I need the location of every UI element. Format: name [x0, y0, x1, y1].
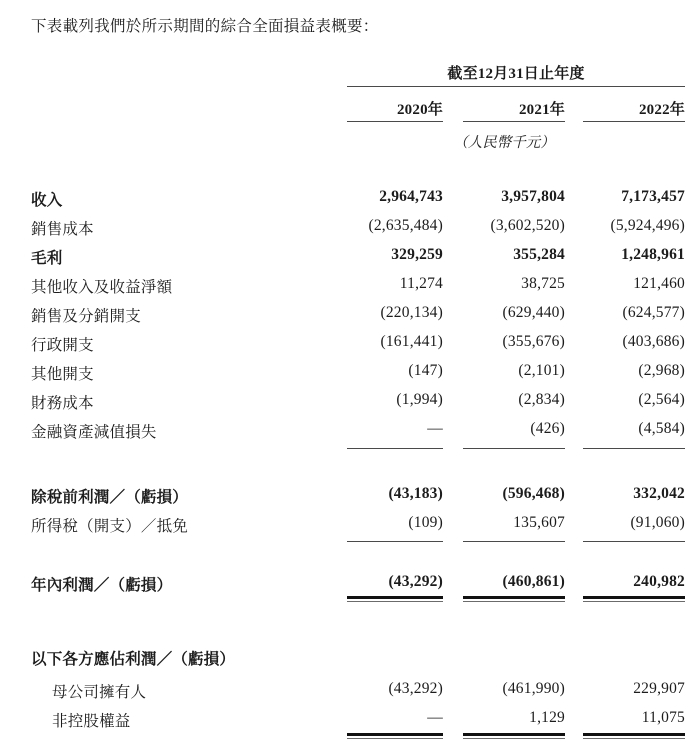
group-header-rule [347, 86, 685, 87]
row-label-profit-for-year: 年內利潤／（虧損） [31, 577, 173, 594]
bottom-double-rule-lower-2020 [347, 738, 443, 739]
cell-profit-for-year-2022: 240,982 [633, 573, 685, 590]
row-label-non-controlling: 非控股權益 [52, 713, 131, 730]
cell-cost-of-sales-2021: (3,602,520) [490, 217, 565, 234]
cell-selling-distribution-2021: (629,440) [502, 304, 565, 321]
row-label-owners-of-parent: 母公司擁有人 [52, 684, 147, 701]
cell-profit-before-tax-2020: (43,183) [388, 485, 443, 502]
row-label-revenue: 收入 [31, 192, 63, 209]
cell-owners-of-parent-2022: 229,907 [633, 680, 685, 697]
double-rule-upper-2022 [583, 596, 685, 599]
intro-paragraph: 下表載列我們於所示期間的綜合全面損益表概要： [31, 18, 379, 35]
column-header-2021: 2021年 [518, 102, 565, 118]
total-rule-top-2022 [583, 541, 685, 542]
double-rule-upper-2020 [347, 596, 443, 599]
double-rule-lower-2020 [347, 601, 443, 602]
cell-other-income-2020: 11,274 [399, 275, 443, 292]
cell-income-tax-2020: (109) [408, 514, 443, 531]
column-header-2022: 2022年 [638, 102, 685, 118]
cell-income-tax-2021: 135,607 [513, 514, 565, 531]
cell-cost-of-sales-2020: (2,635,484) [368, 217, 443, 234]
double-rule-upper-2021 [463, 596, 565, 599]
cell-selling-distribution-2020: (220,134) [380, 304, 443, 321]
cell-impairment-loss-2021: (426) [530, 420, 565, 437]
row-label-other-expenses: 其他開支 [31, 366, 94, 383]
cell-revenue-2022: 7,173,457 [621, 188, 685, 205]
cell-other-income-2022: 121,460 [633, 275, 685, 292]
double-rule-lower-2021 [463, 601, 565, 602]
total-rule-top-2021 [463, 541, 565, 542]
row-label-profit-before-tax: 除稅前利潤／（虧損） [31, 489, 189, 506]
cell-impairment-loss-2020: — [427, 420, 443, 437]
cell-cost-of-sales-2022: (5,924,496) [610, 217, 685, 234]
table-group-header: 截至12月31日止年度 [447, 66, 585, 82]
double-rule-lower-2022 [583, 601, 685, 602]
cell-admin-expenses-2020: (161,441) [380, 333, 443, 350]
cell-profit-before-tax-2022: 332,042 [633, 485, 685, 502]
subtotal-rule-2021 [463, 448, 565, 449]
cell-income-tax-2022: (91,060) [630, 514, 685, 531]
column-header-2020: 2020年 [396, 102, 443, 118]
bottom-double-rule-upper-2020 [347, 733, 443, 736]
cell-finance-costs-2020: (1,994) [396, 391, 443, 408]
cell-non-controlling-2020: — [427, 709, 443, 726]
cell-other-expenses-2021: (2,101) [518, 362, 565, 379]
column-rule-2020 [347, 121, 443, 122]
cell-admin-expenses-2021: (355,676) [502, 333, 565, 350]
cell-profit-for-year-2020: (43,292) [388, 573, 443, 590]
currency-unit-note: （人民幣千元） [453, 135, 555, 151]
cell-non-controlling-2022: 11,075 [641, 709, 685, 726]
cell-finance-costs-2022: (2,564) [638, 391, 685, 408]
cell-finance-costs-2021: (2,834) [518, 391, 565, 408]
row-label-impairment-loss: 金融資產減值損失 [31, 424, 157, 441]
subtotal-rule-2020 [347, 448, 443, 449]
cell-other-expenses-2022: (2,968) [638, 362, 685, 379]
cell-gross-profit-2020: 329,259 [391, 246, 443, 263]
cell-profit-for-year-2021: (460,861) [502, 573, 565, 590]
cell-revenue-2020: 2,964,743 [379, 188, 443, 205]
bottom-double-rule-upper-2022 [583, 733, 685, 736]
column-rule-2022 [583, 121, 685, 122]
row-label-attributable-to: 以下各方應佔利潤／（虧損） [31, 651, 236, 668]
cell-other-expenses-2020: (147) [408, 362, 443, 379]
cell-owners-of-parent-2020: (43,292) [388, 680, 443, 697]
row-label-gross-profit: 毛利 [31, 250, 63, 267]
cell-other-income-2021: 38,725 [521, 275, 565, 292]
total-rule-top-2020 [347, 541, 443, 542]
cell-gross-profit-2021: 355,284 [513, 246, 565, 263]
bottom-double-rule-upper-2021 [463, 733, 565, 736]
row-label-finance-costs: 財務成本 [31, 395, 94, 412]
cell-revenue-2021: 3,957,804 [501, 188, 565, 205]
column-rule-2021 [463, 121, 565, 122]
cell-non-controlling-2021: 1,129 [529, 709, 565, 726]
cell-owners-of-parent-2021: (461,990) [502, 680, 565, 697]
subtotal-rule-2022 [583, 448, 685, 449]
cell-selling-distribution-2022: (624,577) [622, 304, 685, 321]
cell-profit-before-tax-2021: (596,468) [502, 485, 565, 502]
bottom-double-rule-lower-2021 [463, 738, 565, 739]
cell-admin-expenses-2022: (403,686) [622, 333, 685, 350]
cell-impairment-loss-2022: (4,584) [638, 420, 685, 437]
row-label-selling-distribution: 銷售及分銷開支 [31, 308, 141, 325]
row-label-cost-of-sales: 銷售成本 [31, 221, 94, 238]
row-label-other-income: 其他收入及收益淨額 [31, 279, 173, 296]
bottom-double-rule-lower-2022 [583, 738, 685, 739]
row-label-income-tax: 所得稅（開支）／抵免 [31, 518, 189, 535]
row-label-admin-expenses: 行政開支 [31, 337, 94, 354]
cell-gross-profit-2022: 1,248,961 [621, 246, 685, 263]
